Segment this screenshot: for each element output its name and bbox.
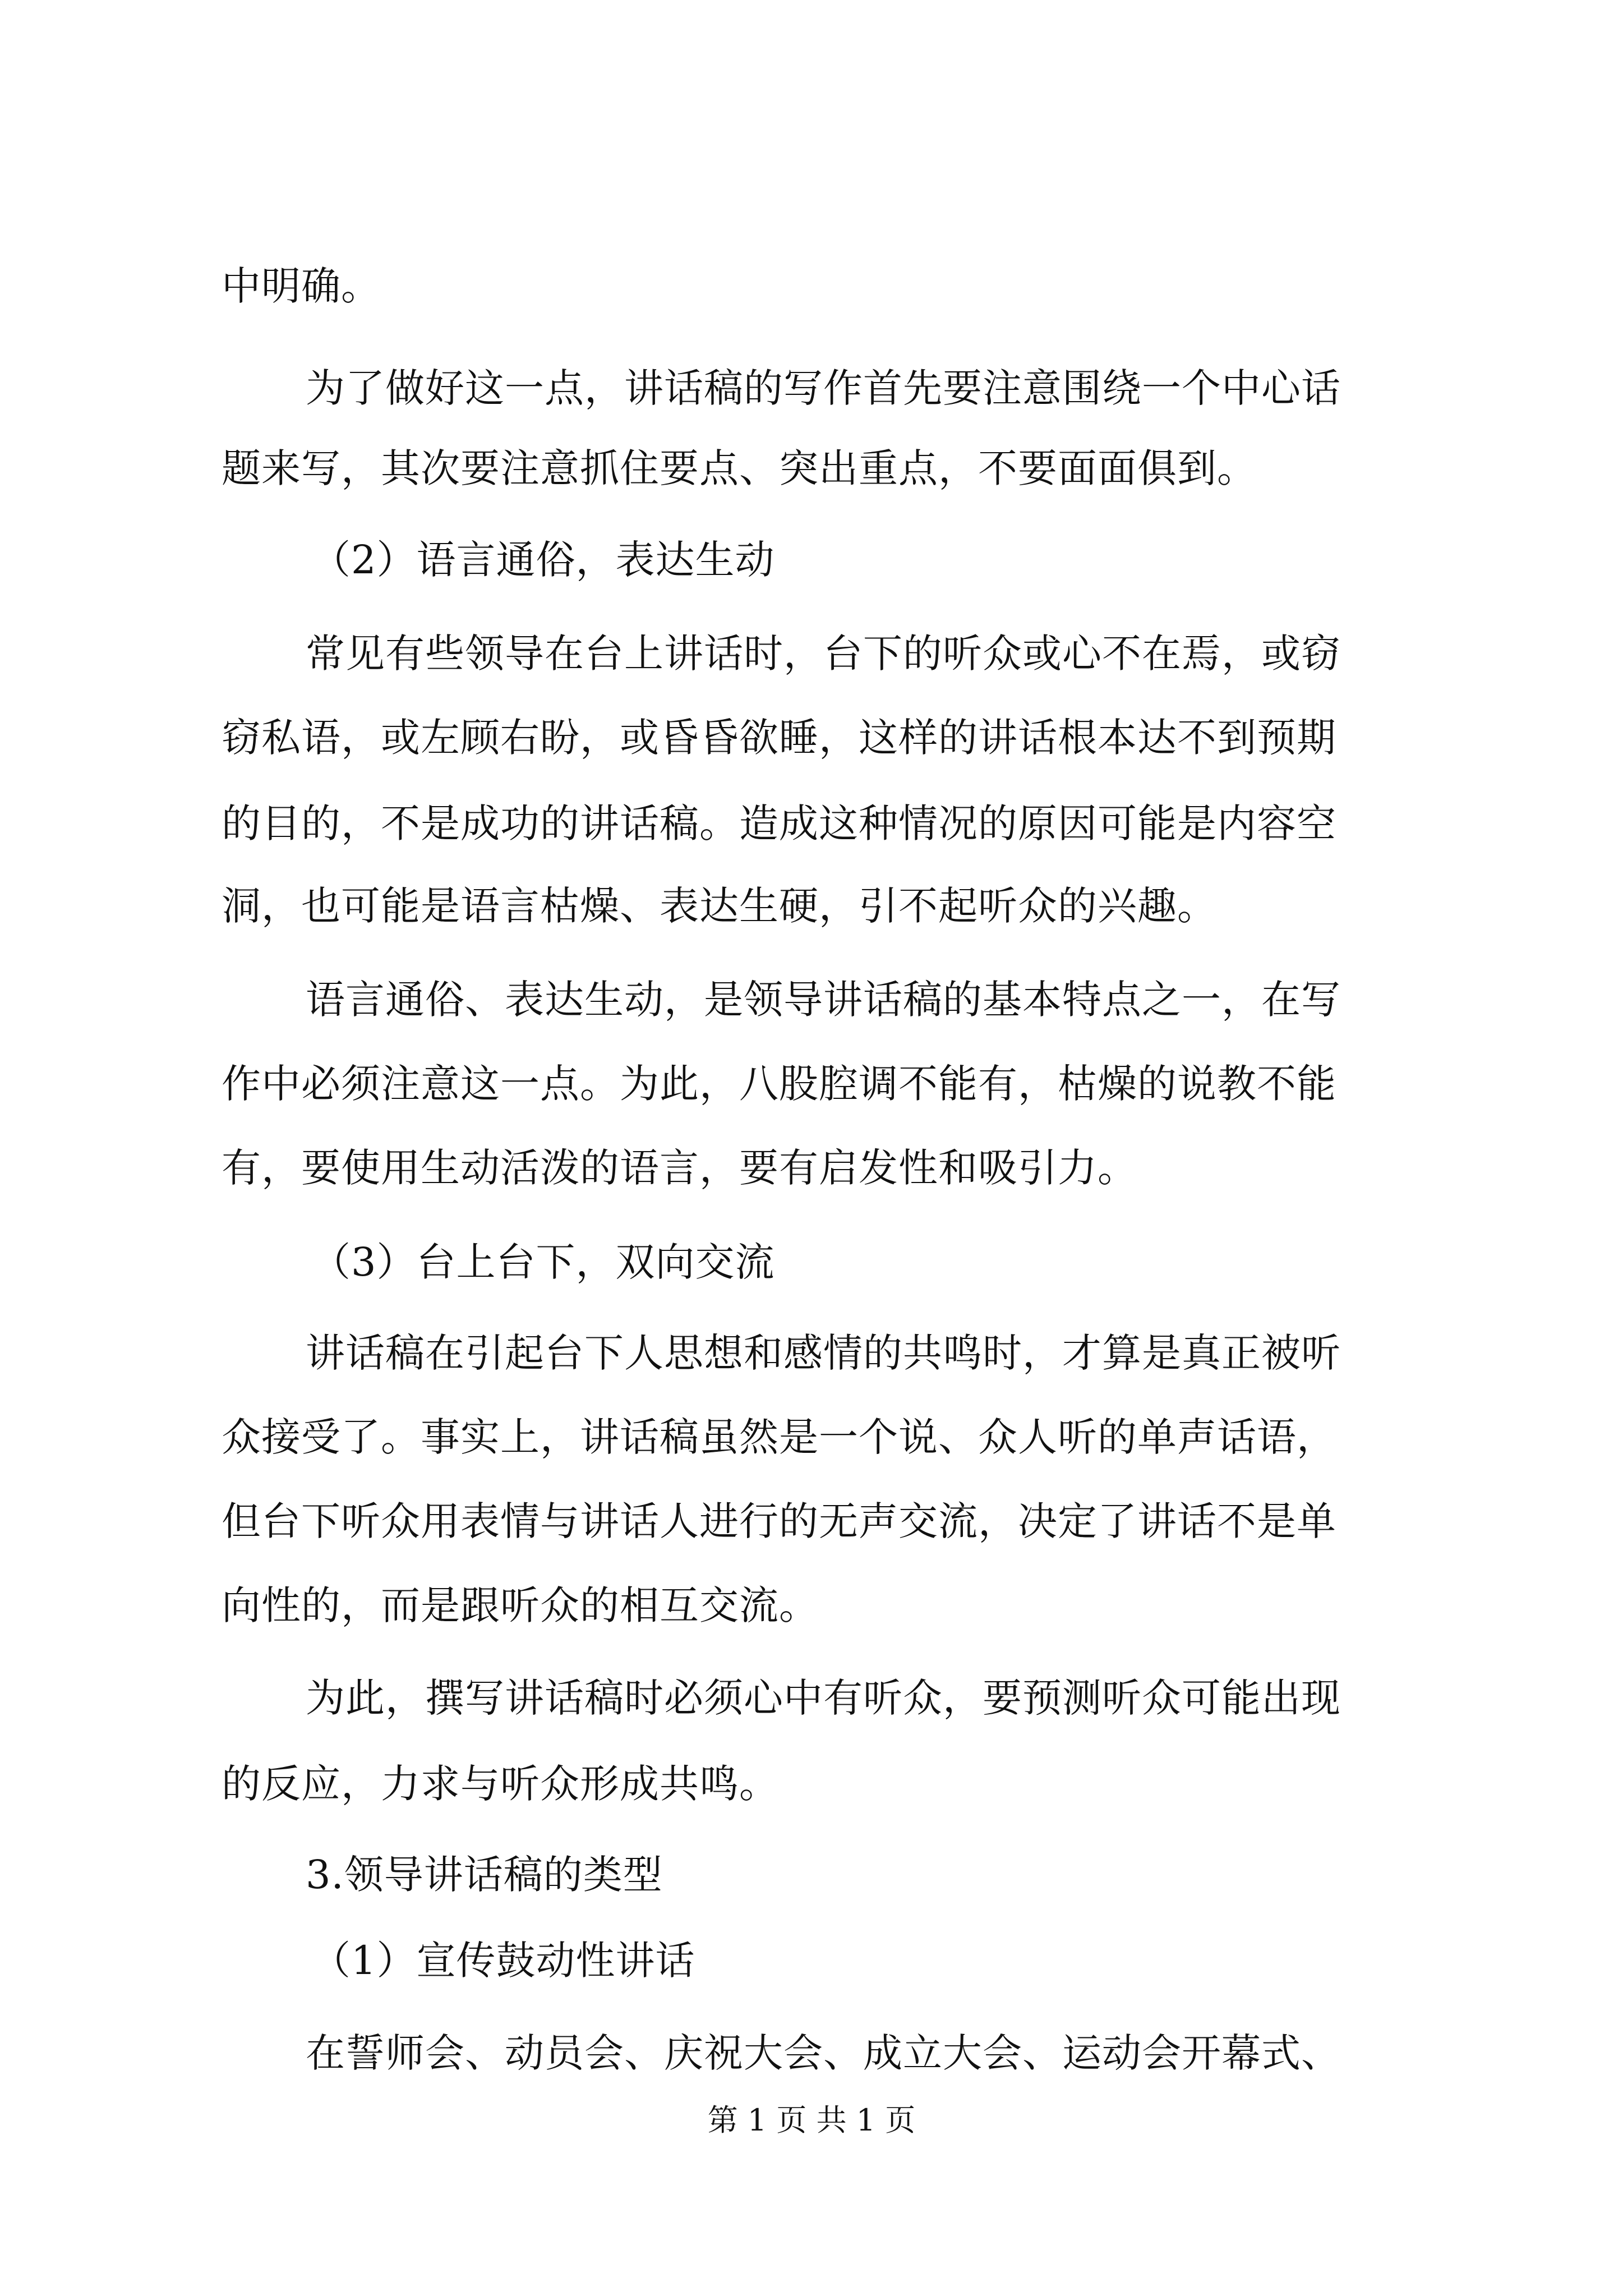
text-line: 窃私语，或左顾右盼，或昏昏欲睡，这样的讲话根本达不到预期: [222, 715, 1336, 761]
text-line: 洞，也可能是语言枯燥、表达生硬，引不起听众的兴趣。: [222, 883, 1217, 929]
text-line: 中明确。: [222, 263, 381, 309]
paragraph-line: 为此，撰写讲话稿时必须心中有听众，要预测听众可能出现: [306, 1675, 1341, 1721]
text-line: 题来写，其次要注意抓住要点、突出重点，不要面面俱到。: [222, 445, 1257, 491]
text-line: 众接受了。事实上，讲话稿虽然是一个说、众人听的单声话语，: [222, 1414, 1336, 1460]
text-line: 有，要使用生动活泼的语言，要有启发性和吸引力。: [222, 1145, 1137, 1191]
paragraph-line: 讲话稿在引起台下人思想和感情的共鸣时，才算是真正被听: [306, 1330, 1341, 1376]
paragraph-line: 为了做好这一点，讲话稿的写作首先要注意围绕一个中心话: [306, 365, 1341, 411]
section-heading: 3.领导讲话稿的类型: [306, 1852, 663, 1898]
page-number: 第 1 页 共 1 页: [707, 2102, 916, 2138]
paragraph-line: 语言通俗、表达生动，是领导讲话稿的基本特点之一，在写: [306, 977, 1341, 1023]
text-line: 作中必须注意这一点。为此，八股腔调不能有，枯燥的说教不能: [222, 1061, 1336, 1107]
text-line: 的反应，力求与听众形成共鸣。: [222, 1761, 779, 1807]
text-line: 向性的，而是跟听众的相互交流。: [222, 1582, 819, 1628]
section-heading: （3）台上台下，双向交流: [311, 1239, 775, 1285]
paragraph-line: 常见有些领导在台上讲话时，台下的听众或心不在焉，或窃: [306, 631, 1341, 677]
text-line: 但台下听众用表情与讲话人进行的无声交流，决定了讲话不是单: [222, 1498, 1336, 1544]
text-line: 的目的，不是成功的讲话稿。造成这种情况的原因可能是内容空: [222, 800, 1336, 846]
paragraph-line: 在誓师会、动员会、庆祝大会、成立大会、运动会开幕式、: [306, 2030, 1341, 2076]
section-heading: （2）语言通俗，表达生动: [311, 537, 775, 583]
section-heading: （1）宣传鼓动性讲话: [311, 1938, 695, 1984]
